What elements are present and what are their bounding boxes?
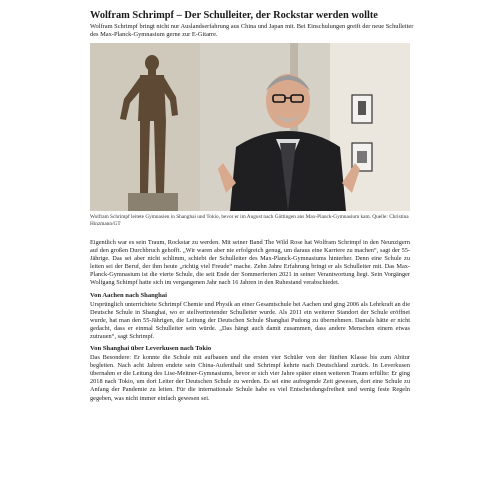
body-paragraph: Ursprünglich unterrichtete Schrimpf Chemie und Physik an einer Gesamtschule bei Aachen und ging 2006 als Lehrkraft an die Deutsche Schule in Shanghai, wo er stellvertretender Schulleiter wurde. Als 2011 ein weiterer Standort der Schule eröffnet wurde, hat man den 55-Jährigen, die Leitung der Deutschen Schule Shanghai Pudong zu übernehmen. Damals hätte er nicht gedacht, dass er einmal Schulleiter sein würde. „Das hängt auch damit zusammen, dass andere Menschen einem etwas zutrauen“, sagt Schrimpf. xyxy=(90,300,410,340)
article-lead: Wolfram Schrimpf bringt nicht nur Auslandserfahrung aus China und Japan mit. Bei Einschulungen greift der neue Schulleiter des Max-Planck-Gymnasium gerne zur E-Gitarre. xyxy=(90,23,414,39)
body-paragraph: Eigentlich war es sein Traum, Rockstar zu werden. Mit seiner Band The Wild Rose hat Wolfram Schrimpf in den Neunzigern auf den großen Durchbruch gehofft. „Wir waren aber nie erfolgreich genug, um daraus eine Karriere zu machen“, sagt der 55-Jährige. Das sei aber nicht schlimm, schiebt der Schulleiter des Max-Planck-Gymnasiums hinterher. Denn eine Schule zu leiten sei der Beruf, der ihm heute „richtig viel Freude“ mache. Zehn Jahre Erfahrung bringt er als Schulleiter mit. Das Max-Planck-Gymnasium ist die vierte Schule, die seit Ende der Sommerferien 2021 in seiner Verantwortung liegt. Sein Vorgänger Wolfgang Schimpf hatte sich im vergangenen Jahr nach 16 Jahren in den Ruhestand verabschiedet. xyxy=(90,239,410,287)
photo-caption: Wolfram Schrimpf leitete Gymnasien in Shanghai und Tokio, bevor er im August nach Göttingen ans Max-Planck-Gymnasium kam. Quelle: Christina Hinzmann/GT xyxy=(90,214,409,227)
section-heading: Von Shanghai über Leverkusen nach Tokio xyxy=(90,345,212,353)
section-heading: Von Aachen nach Shanghai xyxy=(90,291,167,299)
photo-illustration xyxy=(90,43,410,211)
article-photo xyxy=(90,43,410,211)
article-title: Wolfram Schrimpf – Der Schulleiter, der Rockstar werden wollte xyxy=(90,10,378,21)
body-paragraph: Das Besondere: Er konnte die Schule mit aufbauen und die ersten vier Schüler von der fünften Klasse bis zum Abitur begleiten. Nach acht Jahren endete sein China-Aufenthalt und Schrimpf kehrte nach Deutschland zurück. In Leverkusen übernahm er die Leitung des Lise-Meitner-Gymnasiums, bevor er sich vier Jahre später einen weiteren Traum erfüllte: Er ging 2018 nach Tokio, um dort Leiter der Deutschen Schule zu werden. Es sei eine aufregende Zeit gewesen, dort eine Schule zu Anfang der Pandemie zu leiten. Für die internationale Schule habe es viel Entscheidungsfreiheit und wenig feste Regeln gegeben, was nicht immer einfach gewesen sei. xyxy=(90,354,410,402)
article-body xyxy=(90,239,410,407)
